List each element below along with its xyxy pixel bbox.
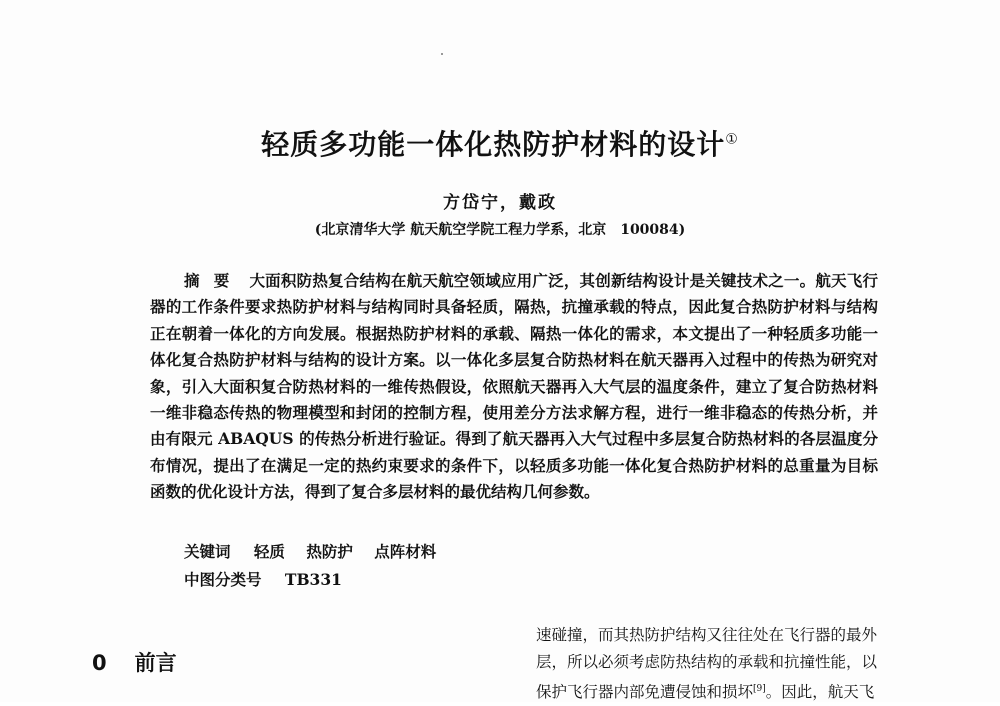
keyword-item: 轻质 <box>253 542 285 561</box>
keywords-label: 关键词 <box>184 543 231 561</box>
section-number: 0 <box>92 651 107 675</box>
body-line: 层，所以必须考虑防热结构的承载和抗撞性能，以 <box>536 653 878 671</box>
paper-affiliation: (北京清华大学 航天航空学院工程力学系，北京 100084) <box>314 222 686 238</box>
paper-title <box>0 123 1000 163</box>
body-line-text: 。因此，航天飞 <box>765 683 875 702</box>
classification-line <box>184 568 342 590</box>
citation-ref: [9] <box>753 684 766 694</box>
keywords-line <box>184 540 452 562</box>
abstract-label: 摘要 <box>184 272 244 290</box>
right-column-text <box>536 622 944 706</box>
classification-label: 中图分类号 <box>184 571 262 589</box>
abstract-paragraph <box>150 268 878 506</box>
paper-authors: 方岱宁，戴政 <box>443 193 557 213</box>
paper-title-text: 轻质多功能一体化热防护材料的设计 <box>261 128 726 161</box>
body-line-text: 保护飞行器内部免遭侵蚀和损坏 <box>536 683 754 702</box>
section-title: 前言 <box>134 651 177 675</box>
abstract-text: 大面积防热复合结构在航天航空领域应用广泛，其创新结构设计是关键技术之一。航天飞行器的工作条件要求热防护材料与结构同时具备轻质，隔热，抗撞承载的特点，因此复合热防护材料与结构正在朝着一体化的方向发展。根据热防护材料的承载、隔热一体化的需求，本文提出了一种轻质多功能一体化复合热防护材料与结构的设计方案。以一体化多层复合防热材料在航天器再入过程中的传热为研究对象，引入大面积复合防热材料的一维传热假设，依照航天器再入大气层的温度条件，建立了复合防热材料一维非稳态传热的物理模型和封闭的控制方程，使用差分方法求解方程，进行一维非稳态的传热分析，并由有限元 ABAQUS 的传热分析进行验证。得到了航天器再入大气过程中多层复合防热材料的各层温度分布情况，提出了在满足一定的热约束要求的条件下，以轻质多功能一体化复合热防护材料的总重量为目标函数的优化设计方法，得到了复合多层材料的最优结构几何参数。 <box>150 271 878 502</box>
body-line: 速碰撞，而其热防护结构又往往处在飞行器的最外 <box>536 626 878 644</box>
keyword-item: 点阵材料 <box>374 542 437 561</box>
keyword-item: 热防护 <box>306 542 353 561</box>
classification-code: TB331 <box>284 570 342 589</box>
section-heading-intro <box>92 647 177 677</box>
scan-speck <box>441 53 443 55</box>
title-footnote-marker: ① <box>725 131 739 148</box>
